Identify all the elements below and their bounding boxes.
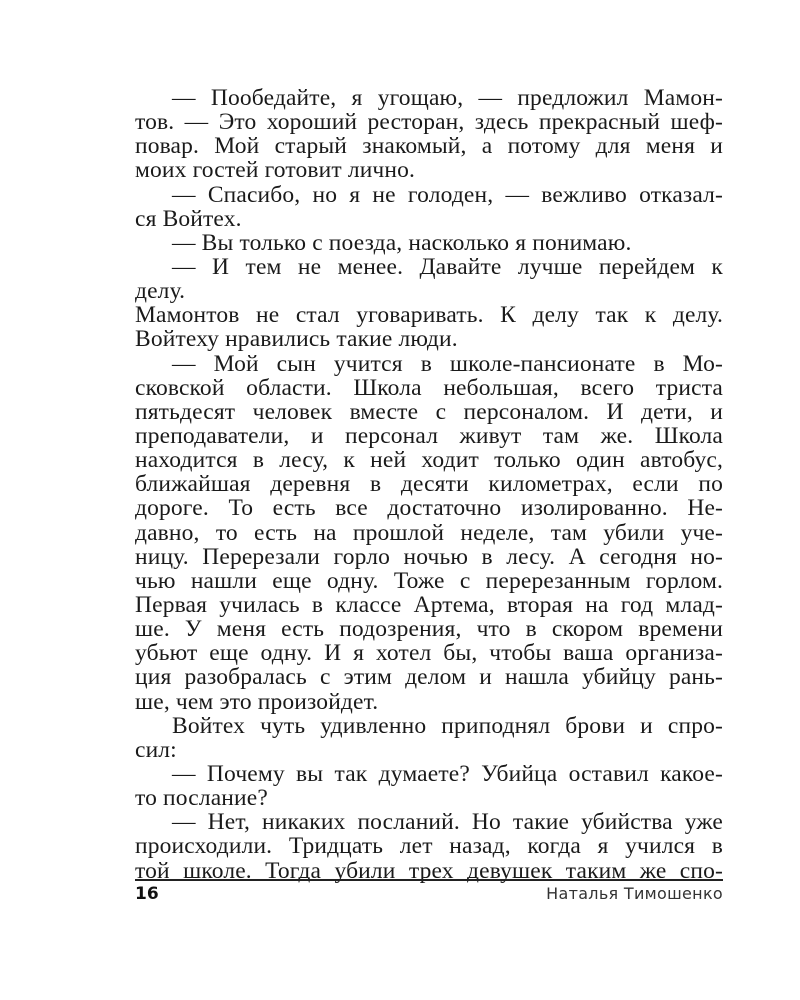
text-line: Мамонтов не стал уговаривать. К делу так к делу. [135, 302, 723, 329]
text-line: сил: [135, 736, 177, 763]
text-line: ция разобралась с этим делом и нашла убийцу рань- [135, 664, 723, 691]
footer-divider [135, 879, 723, 881]
page-number: 16 [135, 884, 159, 904]
text-line: повар. Мой старый знакомый, а потому для меня и [135, 133, 723, 160]
text-line: происходили. Тридцать лет назад, когда я учился в [135, 833, 723, 860]
text-line: чью нашли еще одну. Тоже с перерезанным горлом. [135, 567, 723, 594]
page-body [135, 86, 723, 883]
text-line: ше. У меня есть подозрения, что в скором времени [135, 616, 723, 643]
text-line: ше, чем это произойдет. [135, 688, 379, 715]
text-line: дороге. То есть все достаточно изолированно. Не- [135, 495, 723, 522]
text-line: пятьдесят человек вместе с персоналом. И дети, и [135, 398, 723, 425]
text-line: находится в лесу, к ней ходит только один автобус, [135, 447, 723, 474]
text-line: — Мой сын учится в школе-пансионате в Мо- [172, 350, 723, 377]
text-line: — Почему вы так думаете? Убийца оставил какое- [172, 760, 723, 787]
page-footer [135, 884, 723, 908]
text-line: — Вы только с поезда, насколько я понимаю. [172, 229, 632, 256]
text-line: тов. — Это хороший ресторан, здесь прекрасный шеф- [135, 109, 723, 136]
text-line: то послание? [135, 785, 268, 812]
text-line: Войтеху нравились такие люди. [135, 326, 458, 353]
text-line: Первая училась в классе Артема, вторая на год млад- [135, 591, 723, 618]
text-line: Войтех чуть удивленно приподнял брови и спро- [172, 712, 723, 739]
text-line: делу. [135, 278, 186, 305]
text-line: — И тем не менее. Давайте лучше перейдем к [172, 253, 723, 280]
text-line: сковской области. Школа небольшая, всего триста [135, 374, 723, 401]
text-line: ницу. Перерезали горло ночью в лесу. А сегодня но- [135, 543, 723, 570]
text-line: — Нет, никаких посланий. Но такие убийства уже [172, 809, 723, 836]
text-line: — Спасибо, но я не голоден, — вежливо отказал- [172, 181, 723, 208]
text-line: той школе. Тогда убили трех девушек таким же спо- [135, 857, 723, 884]
text-line: давно, то есть на прошлой неделе, там убили уче- [135, 519, 723, 546]
text-line: ся Войтех. [135, 205, 242, 232]
text-line: — Пообедайте, я угощаю, — предложил Мамон- [172, 85, 723, 111]
text-line: убьют еще одну. И я хотел бы, чтобы ваша организа- [135, 640, 723, 667]
text-line: преподаватели, и персонал живут там же. Школа [135, 422, 723, 449]
running-footer-author: Наталья Тимошенко [546, 884, 723, 903]
text-line: ближайшая деревня в десяти километрах, если по [135, 471, 723, 498]
text-line: моих гостей готовит лично. [135, 157, 416, 184]
